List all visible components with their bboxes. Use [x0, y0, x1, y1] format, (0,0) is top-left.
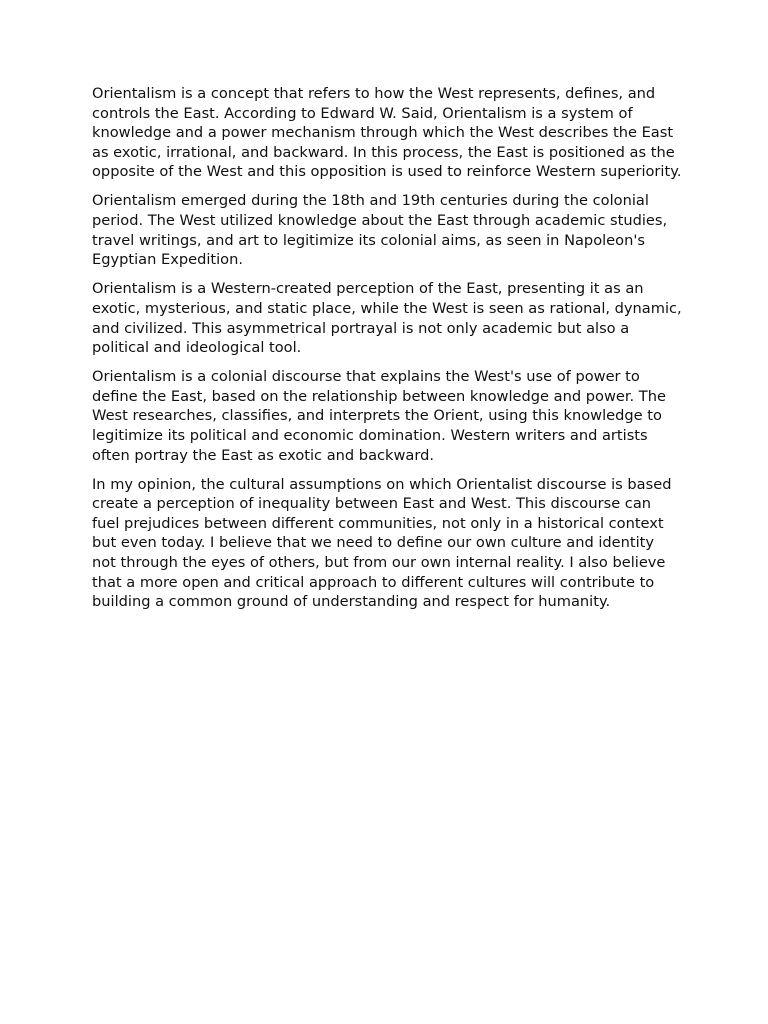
paragraph-1: Orientalism is a concept that refers to how the West represents, defines, and controls the East. According to Edward W. Said, Orientalism is a system of knowledge and a power mechanism through which the West describes the East as exotic, irrational, and backward. In this process, the East is positioned as the opposite of the West and this opposition is used to reinforce Western superiority.	[92, 85, 682, 181]
document-body	[92, 84, 682, 621]
paragraph-2: Orientalism emerged during the 18th and 19th centuries during the colonial period. The West utilized knowledge about the East through academic studies, travel writings, and art to legitimize its colonial aims, as seen in Napoleon's Egyptian Expedition.	[92, 192, 668, 269]
paragraph-4: Orientalism is a colonial discourse that explains the West's use of power to define the East, based on the relationship between knowledge and power. The West researches, classifies, and interprets the Orient, using this knowledge to legitimize its political and economic domination. Western writers and artists often portray the East as exotic and backward.	[92, 368, 666, 464]
paragraph-3: Orientalism is a Western-created perception of the East, presenting it as an exotic, mysterious, and static place, while the West is seen as rational, dynamic, and civilized. This asymmetrical portrayal is not only academic but also a political and ideological tool.	[92, 280, 682, 357]
paragraph-5: In my opinion, the cultural assumptions on which Orientalist discourse is based create a perception of inequality between East and West. This discourse can fuel prejudices between different communities, not only in a historical context but even today. I believe that we need to define our own culture and identity not through the eyes of others, but from our own internal reality. I also believe that a more open and critical approach to different cultures will contribute to building a common ground of understanding and respect for humanity.	[92, 475, 672, 611]
